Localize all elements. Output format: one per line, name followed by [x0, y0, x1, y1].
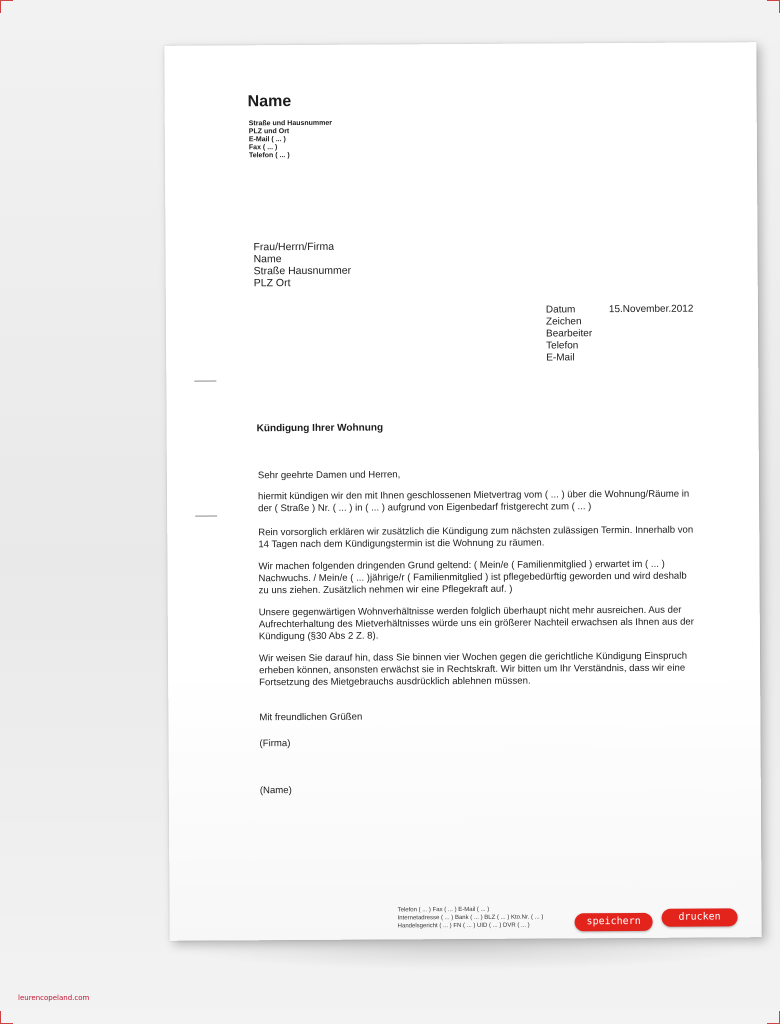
- sender-street: Straße und Hausnummer: [248, 119, 333, 128]
- body-paragraph: Wir machen folgenden dringenden Grund geltend: ( Mein/e ( Familienmitglied ) erwartet im ( ... ) Nachwuchs. / Mein/e ( ... )jährige/r ( Familienmitglied ) ist pflegebedürftig geworden und wird deshalb zu uns ziehen. Zusätzlich nehmen wir eine Pflegekraft auf. ): [258, 558, 687, 597]
- name-placeholder: (Name): [259, 785, 292, 797]
- letter-subject: Kündigung Ihrer Wohnung: [256, 422, 384, 435]
- recipient-line: Frau/Herrn/Firma: [253, 240, 335, 254]
- meta-label-handler: Bearbeiter: [546, 328, 593, 340]
- print-button[interactable]: drucken: [662, 908, 738, 926]
- meta-label-reference: Zeichen: [545, 316, 582, 328]
- frame-corner: [0, 1011, 13, 1024]
- footer-line: Internetadresse ( ... ) Bank ( ... ) BLZ ( ... ) Kto.Nr. ( ... ): [397, 914, 544, 922]
- recipient-line: Straße Hausnummer: [253, 264, 352, 278]
- meta-label-phone: Telefon: [546, 340, 579, 352]
- recipient-line: PLZ Ort: [253, 277, 291, 290]
- watermark: leurencopeland.com: [18, 994, 90, 1002]
- body-paragraph: Rein vorsorglich erklären wir zusätzlich die Kündigung zum nächsten zulässigen Termin. Innerhalb von 14 Tagen nach dem Kündigungstermin ist die Wohnung zu räumen.: [258, 524, 694, 551]
- meta-label-email: E-Mail: [546, 352, 575, 364]
- save-button[interactable]: speichern: [575, 913, 653, 931]
- sender-phone: Telefon ( ... ): [248, 152, 290, 160]
- salutation: Sehr geehrte Damen und Herren,: [257, 469, 401, 482]
- fold-mark: [195, 516, 217, 517]
- company-placeholder: (Firma): [259, 738, 291, 750]
- body-paragraph: hiermit kündigen wir den mit Ihnen geschlossenen Mietvertrag vom ( ... ) über die Wohnung/Räume in der ( Straße ) Nr. ( ... ) in ( ... ) aufgrund von Eigenbedarf fristgerecht zum ( ... ): [257, 488, 690, 515]
- closing: Mit freundlichen Grüßen: [259, 711, 363, 724]
- sender-name: Name: [247, 93, 292, 111]
- frame-corner: [767, 0, 780, 13]
- frame-corner: [767, 1011, 780, 1024]
- meta-date-value: 15.November.2012: [608, 303, 694, 316]
- footer-line: Telefon ( ... ) Fax ( ... ) E-Mail ( ... ): [397, 906, 490, 914]
- footer-line: Handelsgericht ( ... ) FN ( ... ) UID ( ... ) DVR ( ... ): [397, 922, 530, 930]
- frame-corner: [0, 0, 13, 13]
- meta-label-date: Datum: [545, 304, 576, 316]
- sender-email: E-Mail ( ... ): [248, 136, 286, 144]
- body-paragraph: Wir weisen Sie darauf hin, dass Sie binnen vier Wochen gegen die gerichtliche Kündigung Einspruch erheben können, ansonsten erwächst sie in Rechtskraft. Wir bitten um Ihr Verständnis, dass wir eine Fortsetzung des Mietgebrauchs ausdrücklich ablehnen müssen.: [258, 650, 688, 689]
- body-paragraph: Unsere gegenwärtigen Wohnverhältnisse werden folglich überhaupt nicht mehr ausreichen. Aus der Aufrechterhaltung des Mietverhältnisses würde uns ein größerer Nachteil erwachsen als Ihnen aus der Kündigung (§30 Abs 2 Z. 8).: [258, 604, 694, 643]
- recipient-line: Name: [253, 253, 282, 266]
- letter-page: [164, 42, 761, 941]
- sender-city: PLZ und Ort: [248, 128, 290, 136]
- sender-fax: Fax ( ... ): [248, 144, 278, 152]
- fold-mark: [194, 381, 216, 382]
